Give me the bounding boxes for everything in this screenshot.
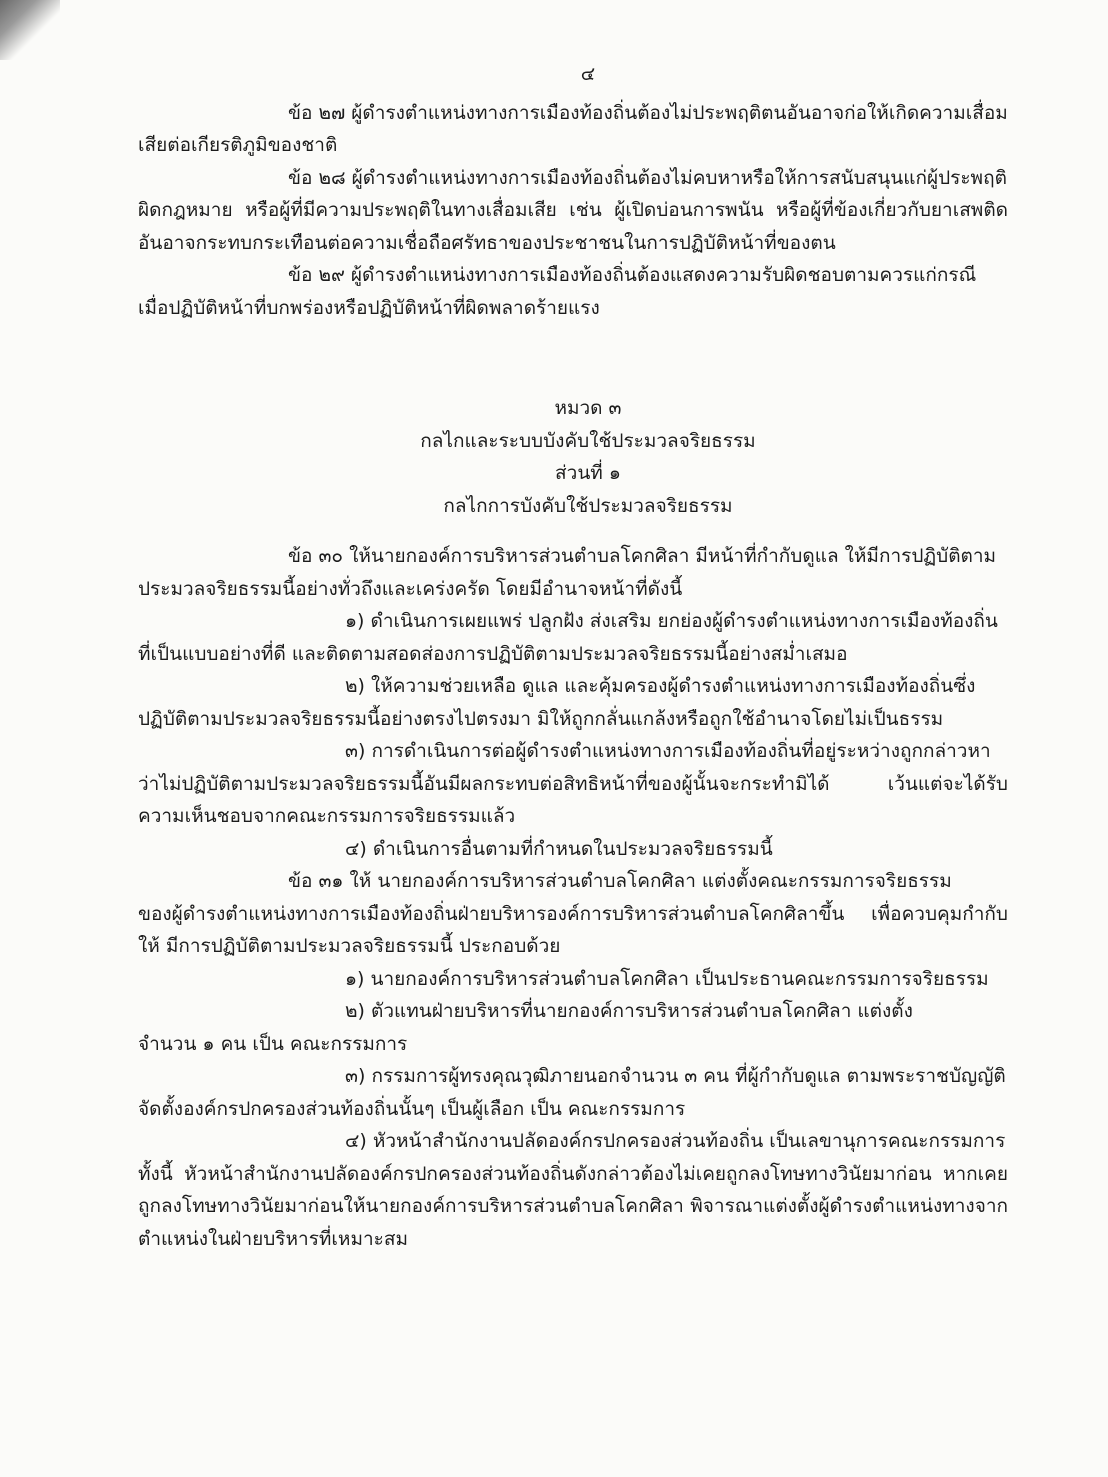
clause-30-item-2-first-line: ๒) ให้ความช่วยเหลือ ดูแล และคุ้มครองผู้ดำรงตำแหน่งทางการเมืองท้องถิ่นซึ่ง (345, 675, 976, 697)
clause-29-first-line: ข้อ ๒๙ ผู้ดำรงตำแหน่งทางการเมืองท้องถิ่นต้องแสดงความรับผิดชอบตามควรแก่กรณี (288, 264, 977, 286)
clause-31-item-4 (138, 1125, 1008, 1255)
clause-30-item-1-first-line: ๑) ดำเนินการเผยแพร่ ปลูกฝัง ส่งเสริม ยกย่องผู้ดำรงตำแหน่งทางการเมืองท้องถิ่น (345, 610, 998, 632)
clause-31-first-line: ข้อ ๓๑ ให้ นายกองค์การบริหารส่วนตำบลโคกศิลา แต่งตั้งคณะกรรมการจริยธรรม (288, 870, 952, 892)
clause-30-item-3-continuation: ว่าไม่ปฏิบัติตามประมวลจริยธรรมนี้อันมีผลกระทบต่อสิทธิหน้าที่ของผู้นั้นจะกระทำมิได้ เว้นแต่จะได้รับ ความเห็นชอบจากคณะกรรมการจริยธรรมแล้ว (138, 772, 1008, 827)
clause-30-item-3-first-line: ๓) การดำเนินการต่อผู้ดำรงตำแหน่งทางการเมืองท้องถิ่นที่อยู่ระหว่างถูกกล่าวหา (345, 740, 991, 762)
clause-30-item-4 (138, 833, 1008, 866)
document-page (138, 58, 1008, 1255)
clause-30-item-1 (138, 605, 1008, 670)
chapter-title: หมวด ๓ (554, 397, 622, 419)
section-number: ส่วนที่ ๑ (555, 462, 621, 484)
clause-31-continuation: ของผู้ดำรงตำแหน่งทางการเมืองท้องถิ่นฝ่ายบริหารองค์การบริหารส่วนตำบลโคกศิลาขึ้น เพื่อควบคุมกำกับให้ มีการปฏิบัติตามประมวลจริยธรรมนี้ ประกอบด้วย (138, 902, 1008, 957)
clause-31 (138, 865, 1008, 963)
clause-30-continuation: ประมวลจริยธรรมนี้อย่างทั่วถึงและเคร่งครัด โดยมีอำนาจหน้าที่ดังนี้ (138, 577, 683, 600)
clause-28-continuation: ผิดกฎหมาย หรือผู้ที่มีความประพฤติในทางเสื่อมเสีย เช่น ผู้เปิดบ่อนการพนัน หรือผู้ที่ข้องเกี่ยวกับยาเสพติด อันอาจกระทบกระเทือนต่อความเชื่อถือศรัทธาของประชาชนในการปฏิบัติหน้าที่ของตน (138, 199, 1008, 254)
clause-31-item-2-first-line: ๒) ตัวแทนฝ่ายบริหารที่นายกองค์การบริหารส่วนตำบลโคกศิลา แต่งตั้ง (345, 1000, 913, 1022)
clause-31-item-1-first-line: ๑) นายกองค์การบริหารส่วนตำบลโคกศิลา เป็นประธานคณะกรรมการจริยธรรม (345, 967, 989, 990)
clause-31-item-4-continuation: ทั้งนี้ หัวหน้าสำนักงานปลัดองค์กรปกครองส่วนท้องถิ่นดังกล่าวต้องไม่เคยถูกลงโทษทางวินัยมาก่อน หากเคย ถูกลงโทษทางวินัยมาก่อนให้นายกองค์การบริหารส่วนตำบลโคกศิลา พิจารณาแต่งตั้งผู้ดำรงตำแหน่งทางจาก ตำแหน่งในฝ่ายบริหารที่เหมาะสม (138, 1162, 1008, 1250)
clause-30-item-4-first-line: ๔) ดำเนินการอื่นตามที่กำหนดในประมวลจริยธรรมนี้ (345, 837, 773, 860)
page-number: ๔ (580, 63, 596, 85)
clause-31-item-2 (138, 995, 1008, 1060)
clause-30 (138, 540, 1008, 605)
chapter-subtitle: กลไกและระบบบังคับใช้ประมวลจริยธรรม (420, 429, 756, 452)
clause-30-item-1-continuation: ที่เป็นแบบอย่างที่ดี และติดตามสอดส่องการปฏิบัติตามประมวลจริยธรรมนี้อย่างสม่ำเสมอ (138, 642, 848, 665)
clause-31-item-2-continuation: จำนวน ๑ คน เป็น คณะกรรมการ (138, 1032, 408, 1055)
clause-31-item-3 (138, 1060, 1008, 1125)
clause-27-first-line: ข้อ ๒๗ ผู้ดำรงตำแหน่งทางการเมืองท้องถิ่นต้องไม่ประพฤติตนอันอาจก่อให้เกิดความเสื่อม (288, 101, 1008, 124)
scan-shadow-corner (0, 0, 60, 60)
clause-27 (138, 97, 1008, 162)
clause-29-continuation: เมื่อปฏิบัติหน้าที่บกพร่องหรือปฏิบัติหน้าที่ผิดพลาดร้ายแรง (138, 296, 600, 319)
clause-30-item-3 (138, 735, 1008, 833)
clause-31-item-4-first-line: ๔) หัวหน้าสำนักงานปลัดองค์กรปกครองส่วนท้องถิ่น เป็นเลขานุการคณะกรรมการ (345, 1130, 1006, 1152)
clause-31-item-1 (138, 963, 1008, 996)
clause-30-item-2-continuation: ปฏิบัติตามประมวลจริยธรรมนี้อย่างตรงไปตรงมา มิให้ถูกกลั่นแกล้งหรือถูกใช้อำนาจโดยไม่เป็นธรรม (138, 707, 944, 730)
clause-27-continuation: เสียต่อเกียรติภูมิของชาติ (138, 134, 338, 156)
clause-30-item-2 (138, 670, 1008, 735)
clause-28 (138, 162, 1008, 260)
section-title: กลไกการบังคับใช้ประมวลจริยธรรม (443, 494, 733, 517)
clause-31-item-3-first-line: ๓) กรรมการผู้ทรงคุณวุฒิภายนอกจำนวน ๓ คน ที่ผู้กำกับดูแล ตามพระราชบัญญัติ (345, 1065, 1006, 1087)
clause-31-item-3-continuation: จัดตั้งองค์กรปกครองส่วนท้องถิ่นนั้นๆ เป็นผู้เลือก เป็น คณะกรรมการ (138, 1097, 686, 1120)
clause-30-first-line: ข้อ ๓๐ ให้นายกองค์การบริหารส่วนตำบลโคกศิลา มีหน้าที่กำกับดูแล ให้มีการปฏิบัติตาม (288, 545, 997, 567)
clause-28-first-line: ข้อ ๒๘ ผู้ดำรงตำแหน่งทางการเมืองท้องถิ่นต้องไม่คบหาหรือให้การสนับสนุนแก่ผู้ประพฤติ (288, 166, 1007, 189)
clause-29 (138, 259, 1008, 324)
